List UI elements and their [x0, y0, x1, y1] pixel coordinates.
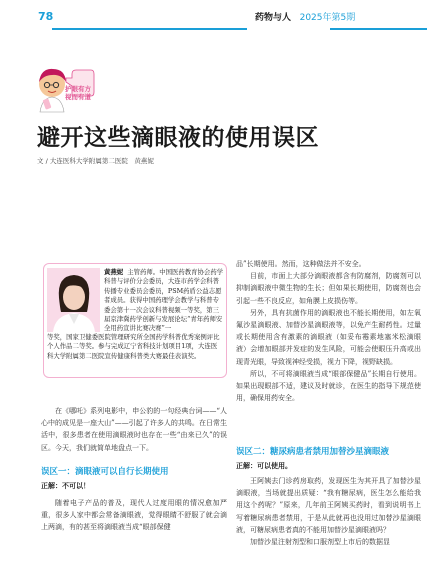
section-2-title: 误区二：糖尿病患者禁用加替沙星滴眼液 [236, 447, 390, 457]
section-2-paragraph-1: 王阿姨去门诊药房取药，发现医生为其开具了加替沙星滴眼液，当场就提出质疑：“我有糖尿病，医生怎么能给我用这个药呢？”原来，几年前王阿姨买药时，看到说明书上写着糖尿病患者禁用，于是从此就再也没用过加替沙星滴眼液，可糖尿病患者真的不能用加替沙星滴眼液吗？ [236, 477, 421, 534]
publication-name: 药物与人 [255, 13, 292, 23]
column-logo-line2: 视而有道 [65, 93, 91, 101]
intro-paragraph: 在《哪吒》系列电影中，申公豹的一句经典台词——“人心中的成见是一座大山”——引起了许多人的共鸣。在日常生活中，很多患者在使用滴眼液时也存在一些“由来已久”的误区。今天，我们就简单地盘点一下。 [41, 407, 227, 452]
page-header [0, 0, 427, 34]
column-logo-line1: 护眼有方 [65, 85, 91, 93]
right-paragraph-4: 所以，不可将滴眼液当成“眼部保健品”长期自行使用。如果出现眼部不适，建议及时就诊，在医生的指导下规范使用，确保用药安全。 [236, 369, 421, 403]
issue-label: 2025年第5期 [299, 13, 356, 23]
section-1 [41, 465, 227, 534]
author-photo [47, 268, 100, 332]
right-paragraph-3: 另外，具有抗菌作用的滴眼液也不能长期使用，如左氧氟沙星滴眼液、加替沙星滴眼液等，以免产生耐药性。过量或长期使用含有激素的滴眼液（如妥布霉素地塞米松滴眼液）会增加眼部并发症的发生风险，可能会使眼压升高或出现青光眼，导致视神经受损，视力下降，视野缺损。 [236, 308, 421, 366]
right-paragraph-2: 目前，市面上大部分滴眼液都含有防腐剂，防腐剂可以抑制滴眼液中微生物的生长；但如果长期使用，防腐剂也会引起一些不良反应，如角膜上皮损伤等。 [236, 272, 421, 305]
section-1-title: 误区一：滴眼液可以自行长期使用 [41, 467, 169, 477]
section-1-paragraph: 随着电子产品的普及，现代人过度用眼的情况愈加严重，很多人家中都会常备滴眼液，觉得眼睛不舒服了就会滴上两滴，有的甚至将滴眼液当成“眼部保健 [41, 499, 227, 532]
author-bio-text-top: 中国医药教育协会药学科普与评价分会委员，大连市药学会科普传播专业委员会委员，PSM药盾公益志愿者成员。获得中国药理学会教学与科普专委会第十一次会议科普视频一等奖，第三届京津冀药学创新与发展论坛“青年药师安全用药宣讲比赛决赛”一 [104, 268, 224, 333]
article-title: 避开这些滴眼液的使用误区 [37, 125, 319, 151]
left-column-intro [41, 405, 227, 454]
right-paragraph-1: 品”长期使用。然而，这种做法并不安全。 [236, 260, 366, 268]
page-number: 78 [38, 10, 54, 23]
article-byline: 文 / 大连医科大学附属第二医院 黄燕妮 [37, 157, 154, 165]
author-position: 主管药师。 [127, 268, 160, 276]
section-2-paragraph-2: 加替沙星注射剂型和口服剂型上市后的数据显 [250, 538, 390, 547]
author-bio-bottom: 等奖，国家卫健委医院管理研究所全国药学科普优秀案例评比个人作品二等奖。参与完成辽宁省科技计划项目1项，大连医科大学附属第二医院宣传健康科普类大赛最佳表演奖。 [47, 333, 220, 360]
right-column-continuation [236, 258, 421, 404]
header-rule-right [330, 28, 427, 30]
publication-info [255, 10, 355, 23]
column-logo-text [65, 85, 91, 101]
section-2 [236, 445, 421, 548]
header-rule-left [52, 28, 247, 30]
author-name: 黄燕妮 [104, 268, 124, 276]
section-2-answer: 正解：可以使用。 [236, 462, 292, 470]
section-1-answer: 正解：不可以！ [41, 482, 90, 490]
author-bio-top [104, 268, 224, 334]
